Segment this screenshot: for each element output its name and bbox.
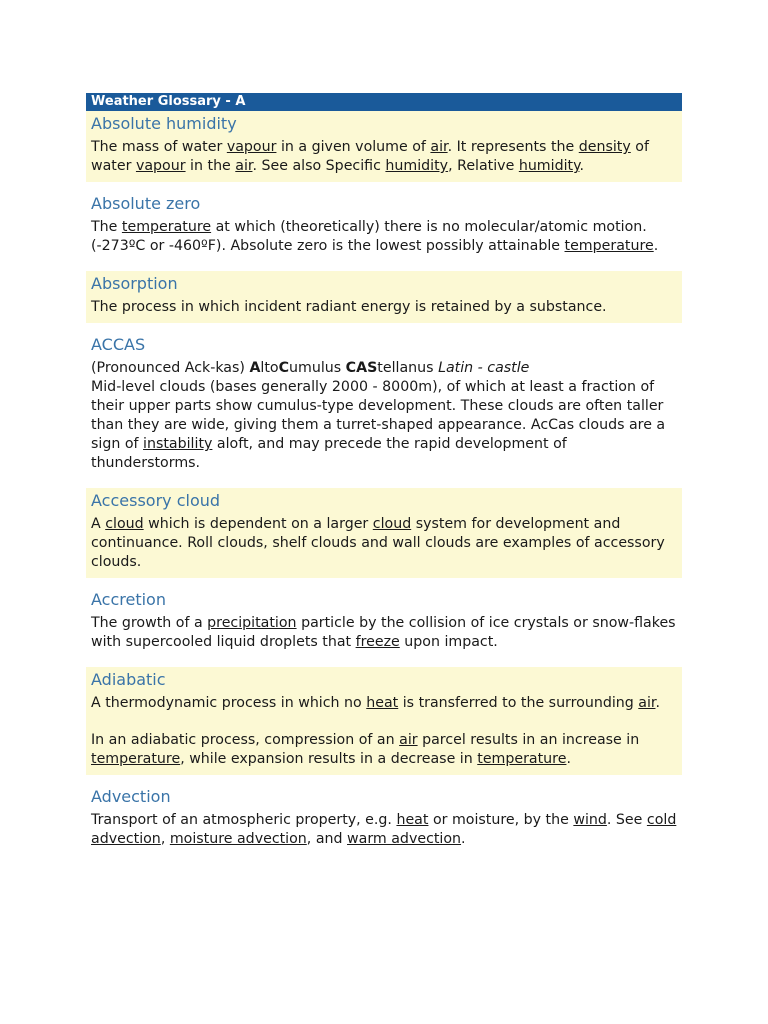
glossary-entry [86,271,682,323]
entry-spacer [86,578,682,587]
definition-text: of water [91,139,649,174]
definition-text: , and [306,831,348,847]
glossary-link[interactable]: moisture advection [169,831,307,847]
definition-text: parcel results in an increase in [417,732,640,748]
glossary-link[interactable]: heat [396,812,429,828]
definition-text: Mid-level clouds (bases generally 2000 - 8000m), of which at least a fraction of their upper parts show cumulus-type development. These clouds are often taller than they are wide, giving them a turret-shaped appearance. AcCas clouds are a sign of [91,379,666,452]
definition-text: . [566,751,571,767]
glossary-link[interactable]: temperature [121,219,212,235]
glossary-link[interactable]: air [399,732,418,748]
definition-text: The growth of a [91,615,208,631]
glossary-entry [86,784,682,855]
glossary-link[interactable]: cloud [372,516,412,532]
definition-text: (Pronounced Ack-kas) [91,360,250,376]
glossary-definition [91,359,677,473]
glossary-definition [91,138,677,176]
entry-spacer [86,479,682,488]
definition-text: Transport of an atmospheric property, e.g. [91,812,397,828]
glossary-link[interactable]: warm advection [347,831,462,847]
glossary-link[interactable]: temperature [477,751,567,767]
glossary-definition [91,218,677,256]
glossary-term: ACCAS [91,335,146,354]
glossary-definition [91,694,677,713]
entry-spacer [86,658,682,667]
glossary-entry [86,667,682,775]
definition-text: is transferred to the surrounding [398,695,639,711]
definition-text: in a given volume of [276,139,431,155]
definition-text: or moisture, by the [428,812,574,828]
definition-text: . See also Specific [252,158,386,174]
glossary-term: Accessory cloud [91,491,221,510]
definition-text: . See [606,812,647,828]
glossary-term: Accretion [91,590,166,609]
glossary-link[interactable]: temperature [564,238,654,254]
definition-text: lto [260,360,279,376]
glossary-header: Weather Glossary - A [86,93,682,111]
glossary-term: Absolute zero [91,194,201,213]
entry-spacer [86,775,682,784]
emphasis-text: A [249,360,261,376]
glossary-term: Adiabatic [91,670,166,689]
glossary-link[interactable]: temperature [91,751,181,767]
definition-text: , Relative [448,158,519,174]
glossary-link[interactable]: cold advection [91,812,677,847]
glossary-entry [86,488,682,578]
italic-text: Latin - castle [438,360,530,376]
definition-text: which is dependent on a larger [143,516,373,532]
glossary-term: Absorption [91,274,178,293]
definition-text: particle by the collision of ice crystals or snow-flakes with supercooled liquid droplets that [91,615,676,650]
entry-spacer [86,323,682,332]
glossary-definition [91,811,677,849]
glossary-entry [86,587,682,658]
glossary-entry [86,332,682,479]
definition-text: upon impact. [399,634,498,650]
definition-text: tellanus [377,360,439,376]
definition-text: . [579,158,584,174]
glossary-link[interactable]: air [430,139,448,155]
emphasis-text: C [278,360,290,376]
glossary-link[interactable]: density [578,139,631,155]
definition-text: The [91,219,122,235]
definition-text: . It represents the [447,139,579,155]
definition-text: . [461,831,466,847]
definition-text: The process in which incident radiant energy is retained by a substance. [91,299,607,315]
glossary-link[interactable]: humidity [518,158,580,174]
definition-text: . [655,695,660,711]
glossary-link[interactable]: vapour [226,139,277,155]
definition-text: In an adiabatic process, compression of an [91,732,400,748]
definition-text: . [653,238,659,254]
definition-text: in the [185,158,236,174]
emphasis-text: CAS [345,360,378,376]
glossary-definition [91,298,677,317]
glossary-definition [91,614,677,652]
glossary-entry [86,191,682,262]
glossary-link[interactable]: wind [573,812,607,828]
definition-text: , while expansion results in a decrease in [180,751,478,767]
glossary-link[interactable]: heat [366,695,399,711]
glossary-term: Advection [91,787,171,806]
definition-text: umulus [289,360,346,376]
entry-spacer [86,262,682,271]
glossary-link[interactable]: air [235,158,253,174]
glossary-entry [86,111,682,182]
entry-spacer [86,182,682,191]
glossary-link[interactable]: humidity [385,158,449,174]
glossary-definition [91,515,677,572]
definition-text: A thermodynamic process in which no [91,695,367,711]
glossary-link[interactable]: vapour [135,158,186,174]
glossary-link[interactable]: precipitation [207,615,297,631]
glossary-definition [91,731,677,769]
definition-text: A [91,516,106,532]
definition-text: at which (theoretically) there is no molecular/atomic motion. (-273ºC or -460ºF). Absolute zero is the lowest possibly attainable [91,219,647,254]
glossary-link[interactable]: cloud [105,516,144,532]
glossary-table [86,93,682,855]
glossary-link[interactable]: instability [143,436,213,452]
glossary-entries [86,111,682,855]
glossary-link[interactable]: freeze [355,634,400,650]
definition-text: aloft, and may precede the rapid development of thunderstorms. [91,436,567,471]
definition-text: The mass of water [91,139,227,155]
glossary-link[interactable]: air [638,695,656,711]
definition-text: , [160,831,170,847]
definition-text: system for development and continuance. Roll clouds, shelf clouds and wall clouds are examples of accessory clouds. [91,516,665,570]
glossary-term: Absolute humidity [91,114,237,133]
